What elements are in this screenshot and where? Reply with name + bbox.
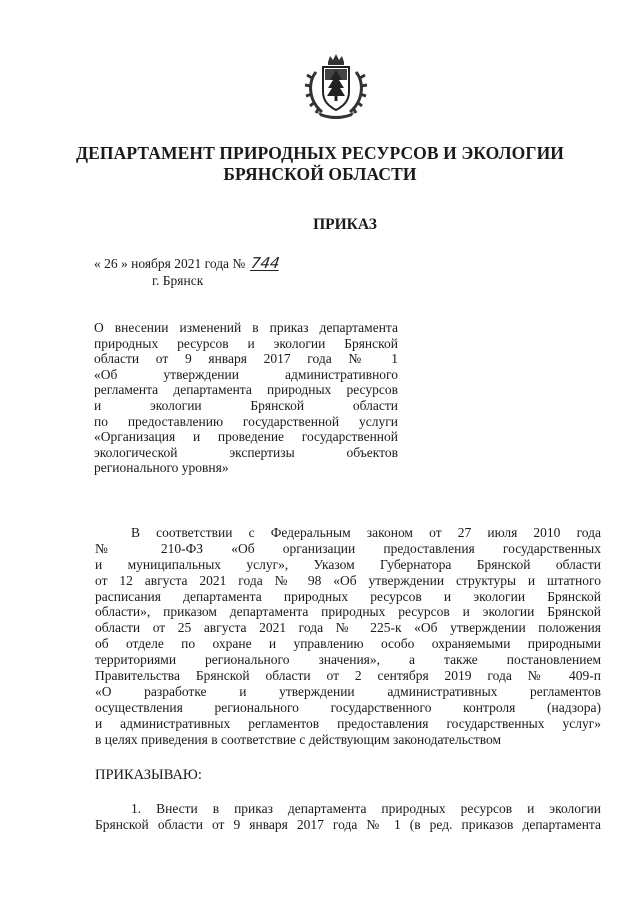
preamble-line: Правительства Брянской области от 2 сентября 2019 года № 409-п — [95, 668, 601, 684]
item-line: Брянской области от 9 января 2017 года № 1 (в ред. приказов департамента — [95, 817, 601, 832]
coat-of-arms-icon — [302, 52, 370, 122]
subject-line: регионального уровня» — [94, 460, 229, 476]
department-title-line1: ДЕПАРТАМЕНТ ПРИРОДНЫХ РЕСУРСОВ И ЭКОЛОГИИ — [75, 143, 564, 163]
subject-line: природных ресурсов и экологии Брянской — [94, 335, 398, 351]
subject-line: «Об утверждении административного — [94, 366, 398, 382]
preamble-line: «О разработке и утверждении административных регламентов — [95, 683, 601, 699]
order-date-line — [94, 254, 279, 272]
preamble-line: территориями регионального значения», а также постановлением — [95, 652, 601, 668]
department-title — [40, 143, 600, 185]
department-title-line2: БРЯНСКОЙ ОБЛАСТИ — [223, 164, 417, 184]
preamble-line: в целях приведения в соответствие с действующим законодательством — [95, 731, 502, 747]
preamble-line: области от 25 августа 2021 года № 225-к «Об утверждении положения — [95, 620, 601, 636]
preamble-line: расписания департамента природных ресурсов и экологии Брянской — [95, 588, 601, 604]
subject-line: О внесении изменений в приказ департамента — [94, 320, 398, 335]
preamble-line: № 210-ФЗ «Об организации предоставления государственных — [95, 540, 601, 556]
subject-line: регламента департамента природных ресурсов — [94, 382, 398, 398]
subject-line: и экологии Брянской области — [94, 397, 398, 413]
preamble-line: области», приказом департамента природных ресурсов и экологии Брянской — [95, 604, 601, 620]
subject-line: «Организация и проведение государственной — [94, 429, 398, 445]
preamble-line: об отделе по охране и управлению особо охраняемыми природными — [95, 636, 601, 652]
subject-line: области от 9 января 2017 года № 1 — [94, 351, 398, 367]
subject-line: экологической экспертизы объектов — [94, 444, 398, 460]
preamble-line: В соответствии с Федеральным законом от 27 июля 2010 года — [131, 525, 601, 540]
order-item-1 — [95, 801, 601, 833]
preamble-line: и муниципальных услуг», Указом Губернатора Брянской области — [95, 556, 601, 572]
preamble-line: и административных регламентов предоставления государственных услуг» — [95, 715, 601, 731]
item-line: 1. Внести в приказ департамента природных ресурсов и экологии — [131, 801, 601, 816]
preamble-paragraph — [95, 525, 601, 747]
order-title: ПРИКАЗ — [313, 216, 377, 233]
subject-line: по предоставлению государственной услуги — [94, 413, 398, 429]
preamble-line: осуществления регионального государственного контроля (надзора) — [95, 699, 601, 715]
order-number-handwritten: 744 — [249, 254, 281, 272]
decree-word: ПРИКАЗЫВАЮ: — [95, 767, 202, 783]
order-date: « 26 » ноября 2021 года № — [94, 256, 246, 271]
order-subject — [94, 320, 398, 476]
order-city: г. Брянск — [152, 273, 204, 288]
preamble-line: от 12 августа 2021 года № 98 «Об утверждении структуры и штатного — [95, 572, 601, 588]
